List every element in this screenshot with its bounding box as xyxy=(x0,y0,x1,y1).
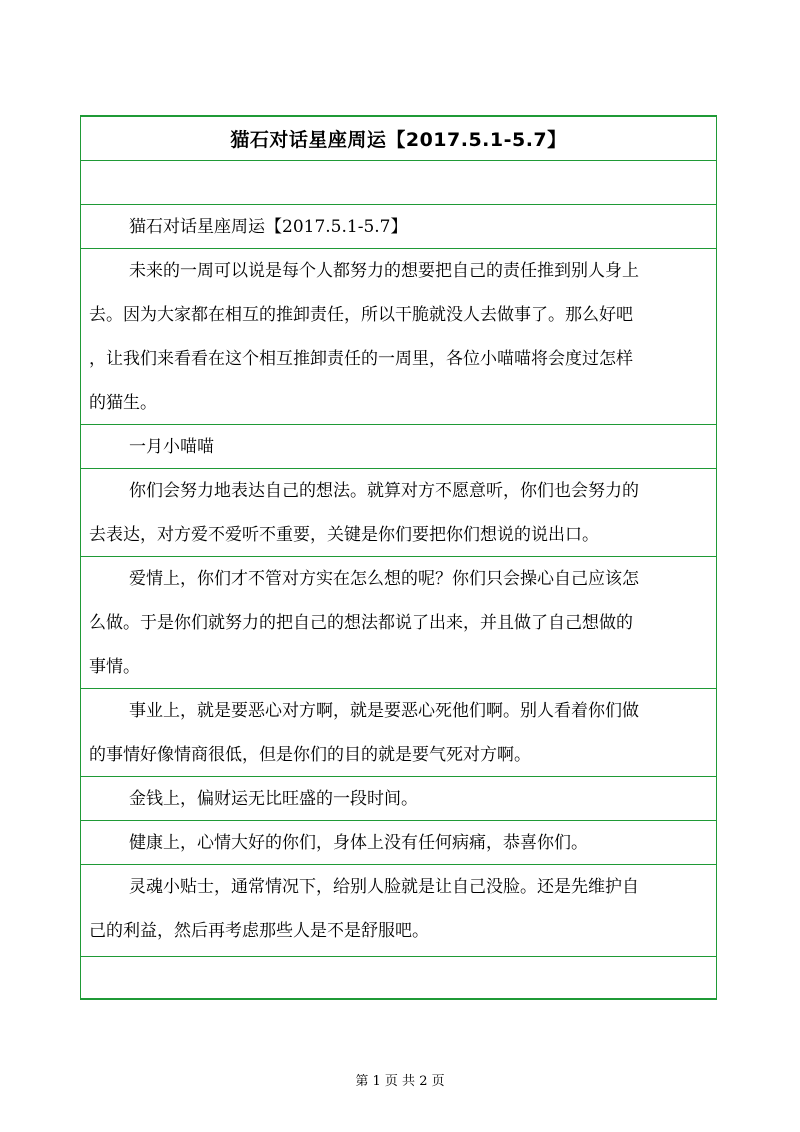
document-title: 猫石对话星座周运【2017.5.1-5.7】 xyxy=(230,129,567,151)
table-row xyxy=(81,865,716,957)
blank-row xyxy=(81,161,716,205)
money-line: 金钱上，偏财运无比旺盛的一段时间。 xyxy=(129,789,418,809)
intro-line-2: 去。因为大家都在相互的推卸责任，所以干脆就没人去做事了。那么好吧 xyxy=(89,305,633,325)
career-line-1: 事业上，就是要恶心对方啊，就是要恶心死他们啊。别人看着你们做 xyxy=(129,701,639,721)
table-row xyxy=(81,777,716,821)
intro-line-1: 未来的一周可以说是每个人都努力的想要把自己的责任推到别人身上 xyxy=(129,261,639,281)
blank-row xyxy=(81,957,716,998)
page-footer: 第 1 页 共 2 页 xyxy=(355,1074,445,1089)
table-row xyxy=(81,469,716,557)
express-line-1: 你们会努力地表达自己的想法。就算对方不愿意听，你们也会努力的 xyxy=(129,481,639,501)
table-row xyxy=(81,557,716,689)
express-line-2: 去表达，对方爱不爱听不重要，关键是你们要把你们想说的说出口。 xyxy=(89,525,599,545)
document-table xyxy=(80,115,717,1000)
table-row xyxy=(81,689,716,777)
career-line-2: 的事情好像情商很低，但是你们的目的就是要气死对方啊。 xyxy=(89,745,531,765)
table-row xyxy=(81,425,716,469)
section-title: 一月小喵喵 xyxy=(129,437,214,457)
soul-line-1: 灵魂小贴士，通常情况下，给别人脸就是让自己没脸。还是先维护自 xyxy=(129,877,639,897)
soul-line-2: 己的利益，然后再考虑那些人是不是舒服吧。 xyxy=(89,921,429,941)
title-row xyxy=(81,117,716,161)
table-row xyxy=(81,821,716,865)
love-line-2: 么做。于是你们就努力的把自己的想法都说了出来，并且做了自己想做的 xyxy=(89,613,633,633)
love-line-1: 爱情上，你们才不管对方实在怎么想的呢？你们只会操心自己应该怎 xyxy=(129,569,639,589)
health-line: 健康上，心情大好的你们，身体上没有任何病痛，恭喜你们。 xyxy=(129,833,588,853)
intro-line-3: ，让我们来看看在这个相互推卸责任的一周里，各位小喵喵将会度过怎样 xyxy=(89,349,633,369)
intro-line-4: 的猫生。 xyxy=(89,393,157,413)
heading-line: 猫石对话星座周运【2017.5.1-5.7】 xyxy=(129,217,408,237)
table-row xyxy=(81,205,716,249)
love-line-3: 事情。 xyxy=(89,657,140,677)
table-row xyxy=(81,249,716,425)
